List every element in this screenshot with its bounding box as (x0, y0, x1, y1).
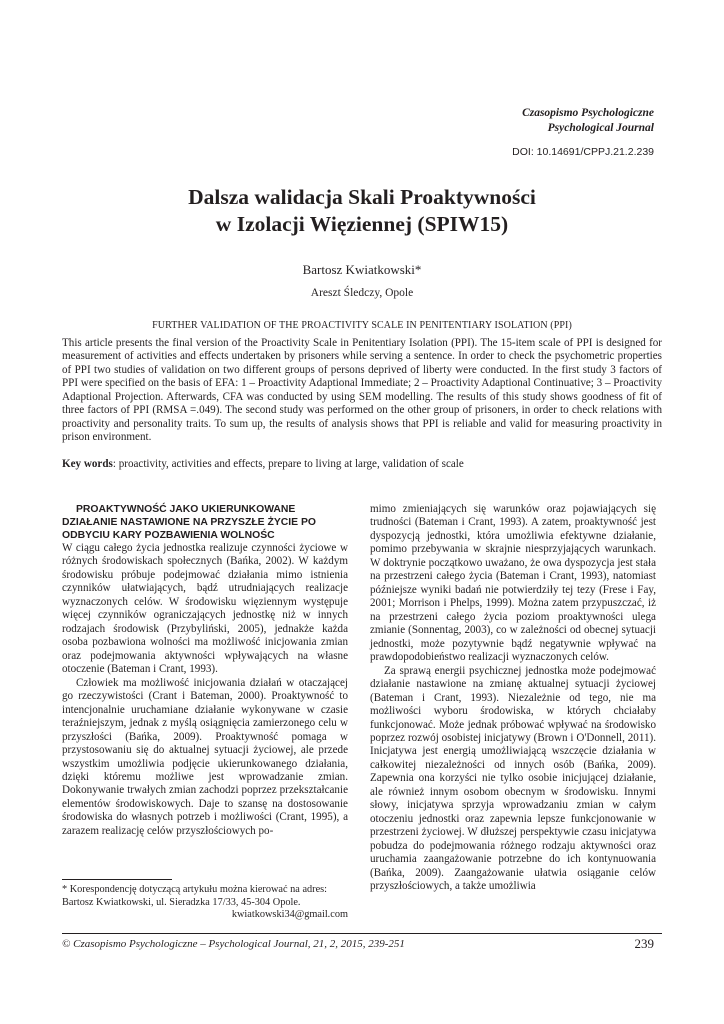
footnote-text: * Korespondencję dotyczącą artykułu można kierować na adres: Bartosz Kwiatkowski, ul. Sieradzka 17/33, 45-304 Opole. (62, 884, 328, 908)
journal-name-pl: Czasopismo Psychologiczne (522, 107, 654, 119)
footnote-divider (62, 879, 172, 880)
keywords-label: Key words (62, 458, 113, 470)
left-column (62, 503, 348, 838)
paragraph: mimo zmieniających się warunków oraz pojawiających się trudności (Bateman i Crant, 1993). A zatem, proaktywność jest dyspozycją jednostki, która umożliwia efektywne działanie, pomimo przebywania w skrajnie niesprzyjających warunkach. W doktrynie początkowo uważano, że owa dyspozycja jest stała na przestrzeni całego życia (Bateman i Crant, 1993), natomiast późniejsze wyniki badań nie potwierdziły tej tezy (Frese i Fay, 2001; Morrison i Phelps, 1999). Można zatem przypuszczać, iż na przestrzeni całego życia poziom proaktywności ulega zmianie (Sonnentag, 2003), co w zależności od obecnej sytuacji jednostki, może pozytywnie bądź negatywnie wpływać na prawdopodobieństwo realizacji wyznaczonych celów. (370, 503, 656, 664)
article-title (70, 184, 654, 238)
keywords (62, 458, 662, 472)
footnote-email: kwiatkowski34@gmail.com (231, 909, 348, 921)
paragraph: W ciągu całego życia jednostka realizuje czynności życiowe w różnych środowiskach społecznych (Bańka, 2002). W każdym środowisku próbuje podejmować działania mimo istnienia czynników ułatwiających, bądź utrudniających realizacje wyznaczonych celów. W środowisku więziennym występuje więcej czynników ograniczających jednostkę niż w innych rodzajach środowisk (Przybyliński, 2005), jednakże każda osoba pozbawiona wolności ma możliwość inicjowania zmian oraz podejmowania aktywności wpływających na własne otoczenie (Bateman i Crant, 1993). (62, 542, 348, 676)
footnote (62, 884, 348, 922)
doi: DOI: 10.14691/CPPJ.21.2.239 (512, 146, 654, 158)
footer-citation: © Czasopismo Psychologiczne – Psychological Journal, 21, 2, 2015, 239-251 (62, 938, 405, 950)
section-heading: PROAKTYWNOŚĆ JAKO UKIERUNKOWANE DZIAŁANIE NASTAWIONE NA PRZYSZŁE ŻYCIE PO ODBYCIU KARY POZBAWIENIA WOLNOŚC (62, 504, 317, 541)
right-column (370, 503, 656, 894)
paragraph: Za sprawą energii psychicznej jednostka może podejmować działanie nastawione na zmianę aktualnej sytuacji życiowej (Bateman i Crant, 1993). Niezależnie od tego, nie ma możliwości wyboru środowiska, w których chciałaby funkcjonować. Może jednak próbować wpływać na środowisko poprzez rozwój osobistej inicjatywy (Brown i O'Donnell, 2011). Inicjatywa jest energią umożliwiającą wszczęcie działania w całkowitej niezależności od innych osób (Bańka, 2009). Zapewnia ona korzyści nie tylko osobie inicjującej działanie, ale również innym osobom obecnym w środowisku. Innymi słowy, inicjatywa sprzyja wprowadzaniu zmian w całym otoczeniu jednostki oraz zapewnia lepsze funkcjonowanie w przestrzeni życiowej. W dłuższej perspektywie czasu inicjatywa pobudza do podejmowania różnego rodzaju aktywności oraz uruchamia zaangażowanie potrzebne do ich kontynuowania (Bańka, 2009). Zaangażowanie ułatwia osiąganie celów przyszłościowych, a także umożliwia (370, 664, 656, 893)
journal-name (522, 106, 654, 136)
author: Bartosz Kwiatkowski* (302, 262, 422, 277)
affiliation: Areszt Śledczy, Opole (310, 287, 414, 299)
english-title: FURTHER VALIDATION OF THE PROACTIVITY SCALE IN PENITENTIARY ISOLATION (PPI) (152, 320, 572, 331)
article-title-line-2: w Izolacji Więziennej (SPIW15) (215, 212, 509, 236)
footer-divider (62, 933, 662, 934)
page-number: 239 (634, 936, 654, 951)
article-title-line-1: Dalsza walidacja Skali Proaktywności (188, 185, 536, 209)
keywords-text: : proactivity, activities and effects, prepare to living at large, validation of scale (112, 458, 464, 470)
abstract: This article presents the final version of the Proactivity Scale in Penitentiary Isolation (PPI). The 15-item scale of PPI is designed for measurement of activities and effects undertaken by prisoners while serving a sentence. In order to check the psychometric properties of PPI two studies of validation on two different groups of persons deprived of liberty were conducted. In the first study 3 factors of PPI were specified on the basis of EFA: 1 – Proactivity Adaptional Immediate; 2 – Proactivity Adaptional Continuative; 3 – Proactivity Adaptional Projection. Afterwards, CFA was conducted by using SEM modelling. The results of this study shows goodness of fit of three factors of PPI (RMSA =.049). The second study was performed on the other group of prisoners, in order to check relations with proactivity and personality traits. To sum up, the results of analysis shows that PPI is reliable and valid for measuring proactivity in prison environment. (62, 337, 662, 444)
journal-name-en: Psychological Journal (547, 122, 654, 134)
paragraph: Człowiek ma możliwość inicjowania działań w otaczającej go rzeczywistości (Crant i Bateman, 2000). Proaktywność to intencjonalnie uruchamiane działanie wykonywane w czasie teraźniejszym, jednak z myślą osiągnięcia zamierzonego celu w przyszłości (Bańka, 2009). Proaktywność pomaga w przystosowaniu się do aktualnej sytuacji życiowej, ale przede wszystkim umożliwia podjęcie ukierunkowanego działania, dzięki któremu możliwe jest wprowadzanie zmian. Dokonywanie trwałych zmian zachodzi poprzez przekształcanie elementów środowiskowych. Daje to szansę na dostosowanie środowiska do własnych potrzeb i możliwości (Crant, 1995), a zarazem realizację celów przyszłościowych po- (62, 676, 348, 837)
